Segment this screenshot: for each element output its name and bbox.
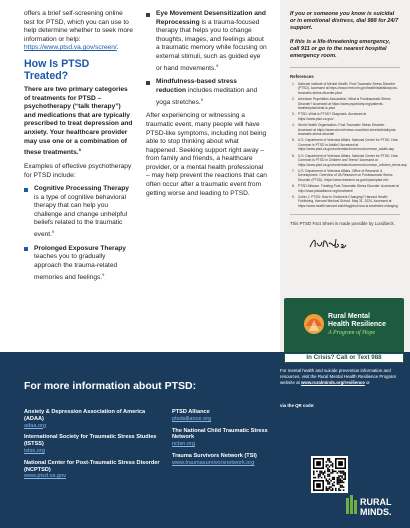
reference-item: [292, 169, 400, 182]
reference-number: 1.: [292, 82, 295, 86]
reference-number: 6.: [292, 153, 295, 158]
ref-marker: 9: [51, 229, 55, 235]
org-name: PTSD Alliance: [172, 409, 210, 415]
reference-text: PTSD: What is PTSD? Diagnosis. Accessed at https://www.ptsd.va.gov/: [298, 112, 367, 121]
references-title: References: [290, 74, 314, 79]
org-name: The National Child Traumatic Stress Network: [172, 427, 268, 441]
treatment-summary-text: There are two primary categories of treatments for PTSD – psychotherapy (“talk therapy”) and medications that are typically prescribed to treat depression and anxiety. Your healthcare provider may use one or a combination of these treatments.: [24, 85, 133, 157]
crisis-note-911: If this is a life-threatening emergency, call 911 or go to the nearest hospital emergency room.: [290, 39, 391, 59]
org-list-right: [172, 409, 276, 472]
reference-text: U.S. Department of Veterans Affairs. National Center for PTSD. How Common is PTSD in Adults? Accessed at https://www.ptsd.va.gov/understand/common/common_adults.asp: [298, 138, 398, 152]
divider: [290, 67, 400, 68]
reference-item: [292, 82, 400, 95]
org-entry: [172, 428, 276, 448]
psychotherapy-list: [24, 185, 134, 282]
item-title: Prolonged Exposure Therapy: [34, 244, 126, 252]
org-link[interactable]: ptsdalliance.org: [172, 415, 212, 422]
org-entry: [24, 434, 164, 454]
crisis-call-bar: In Crisis? Call or Text 988: [284, 353, 404, 363]
list-item: [146, 78, 268, 107]
ref-marker: 9: [200, 96, 203, 102]
reference-item: [292, 138, 400, 151]
ref-marker: 9: [216, 62, 219, 68]
list-item: [146, 10, 268, 73]
reference-number: 5.: [292, 138, 295, 143]
ref-marker: 9: [102, 271, 105, 277]
item-text: includes meditation and yoga stretches.: [156, 86, 258, 106]
left-column: [24, 10, 134, 287]
examples-intro: Examples of effective psychotherapy for PTSD include:: [24, 162, 132, 179]
reference-number: 8.: [292, 184, 295, 189]
rural-minds-line1: RURAL: [360, 497, 392, 507]
reference-number: 9.: [292, 194, 295, 199]
org-entry: [172, 409, 276, 423]
item-title: Eye Movement Desensitization and Reprocessing: [156, 10, 266, 26]
psychotherapy-list-cont: [146, 10, 268, 107]
rmhr-info-pre: For mental health and suicide prevention information and resources, visit the Rural Mental Health Resilience Program website at: [280, 368, 397, 385]
reference-item: [292, 112, 400, 121]
list-item: [24, 245, 134, 283]
reference-item: [292, 195, 400, 208]
reference-text: National Institute of Mental Health. Post-Traumatic Stress Disorder (PTSD). Accessed at https://www.nimh.nih.gov/health/statistics/post-traumatic-stress-disorder-ptsd: [298, 82, 398, 95]
org-name: Anxiety & Depression Association of America (ADAA): [24, 409, 146, 422]
org-link[interactable]: adaa.org: [24, 422, 47, 429]
intro-paragraph: [24, 10, 134, 53]
ptsd-screen-link[interactable]: https://www.ptsd.va.gov/screen/: [24, 44, 117, 52]
reference-number: 2.: [292, 97, 295, 102]
org-entry: [24, 460, 164, 480]
item-text: is a type of cognitive behavioral therapy that can help you challenge and change unhelpful beliefs related to the traumatic event.: [34, 193, 128, 239]
item-title: Mindfulness-based stress reduction: [156, 78, 237, 94]
org-link[interactable]: www.ptsd.va.gov: [24, 473, 66, 480]
support-paragraph: After experiencing or witnessing a traumatic event, many people will have PTSD-like symptoms, including not being able to stop thinking about what happened. Seeking support right away – from family and friends, a healthcare provider, or a mental health professional – may help prevent the reactions that can often occur after a traumatic event from getting worse and leading to PTSD.: [146, 112, 267, 197]
list-item: [24, 185, 134, 240]
qr-label: via the QR code:: [280, 403, 315, 408]
ref-marker: 8: [78, 147, 81, 153]
qr-code-image: [313, 458, 346, 491]
reference-text: PTSD Alliance. Treating Post-Traumatic Stress Disorder. Accessed at http://www.ptsdalliance.org/treatment/: [298, 184, 400, 193]
ruralminds-link[interactable]: www.ruralminds.org/resilience: [301, 379, 365, 385]
middle-column: [146, 10, 268, 203]
reference-item: [292, 184, 400, 193]
org-list-left: [24, 409, 164, 485]
lundbeck-logo: [308, 236, 348, 250]
treatment-heading: How Is PTSD Treated?: [24, 57, 90, 82]
reference-text: U.S. Department of Veterans Affairs. Office of Research & Development. Overview of VA Research on Posttraumatic Stress Disorder (PTSD). https://www.research.va.gov/topics/ptsd.cfm: [298, 168, 393, 182]
org-entry: [24, 409, 164, 429]
item-text: is a trauma-focused therapy that helps you to change thoughts, images, and feelings about a traumatic memory while focusing on external stimuli, such as guided eye or hand movements.: [156, 18, 267, 72]
item-title: Cognitive Processing Therapy: [34, 185, 129, 193]
rmhr-line3: A Program of Hope: [328, 330, 376, 336]
crisis-note-988: If you or someone you know is suicidal or in emotional distress, dial 988 for 24/7 support.: [290, 11, 399, 31]
rural-minds-mark-icon: [346, 495, 357, 514]
rmhr-line2: Health Resilience: [328, 321, 386, 328]
reference-text: U.S. Department of Veterans Affairs. National Center for PTSD. How Common is PTSD in Children and Teens? Accessed at https://www.ptsd.va.gov/understand/common/common_children_teens.asp: [298, 153, 407, 167]
rmhr-info-text: [280, 368, 406, 385]
qr-code[interactable]: [311, 456, 348, 493]
org-link[interactable]: www.traumasurvivorsnetwork.org: [172, 459, 255, 466]
more-info-title: For more information about PTSD:: [24, 380, 197, 392]
org-name: International Society for Traumatic Stress Studies (ISTSS): [24, 434, 157, 448]
divider: [290, 214, 400, 215]
reference-text: Cutler J. PTSD: How is Treatment Changing? Harvard Health Publishing. Harvard Medical School. May 31, 2024. Accessed at https://www.health.harvard.edu/blog/ptsd-how-is-treatment-changing: [298, 194, 398, 208]
rmhr-program-card: [284, 298, 404, 353]
rmhr-line1: Rural Mental: [328, 313, 371, 320]
reference-number: 4.: [292, 123, 295, 128]
intro-text: offers a brief self-screening online test for PTSD, which you can use to help determine whether to seek more information or help:: [24, 10, 133, 43]
reference-item: [292, 123, 400, 136]
rmhr-program-logo: [284, 298, 404, 353]
reference-number: 3.: [292, 112, 295, 117]
reference-number: 7.: [292, 168, 295, 173]
treatment-summary: [24, 86, 134, 158]
rmhr-info-post: or: [364, 379, 370, 385]
org-link[interactable]: nctsn.org: [172, 441, 196, 448]
sponsor-note: This PTSD Fact Sheet is made possible by Lundbeck.: [290, 221, 395, 227]
reference-item: [292, 153, 407, 167]
item-text: teaches you to gradually approach the trauma-related memories and feelings.: [34, 253, 118, 281]
org-name: Trauma Survivors Network (TSI): [172, 452, 257, 459]
rural-minds-logo: [345, 492, 403, 522]
org-name: National Center for Post-Traumatic Stress Disorder (NCPTSD): [24, 459, 160, 473]
org-entry: [172, 453, 276, 467]
references-list: [290, 82, 407, 208]
reference-text: World Health Organization. Post-Traumatic Stress Disorder. Accessed at https://www.who.int/news-room/fact-sheets/detail/post-traumatic-stress-disorder: [298, 123, 397, 137]
rural-minds-line2: MINDS.: [360, 507, 392, 517]
reference-item: [292, 97, 400, 110]
intro-end: .: [116, 44, 119, 52]
org-link[interactable]: istss.org: [24, 447, 45, 454]
reference-text: American Psychiatric Association. What is Posttraumatic Stress Disorder? Accessed at https://www.psychiatry.org/patients-families/ptsd/what-is-ptsd: [298, 97, 391, 111]
